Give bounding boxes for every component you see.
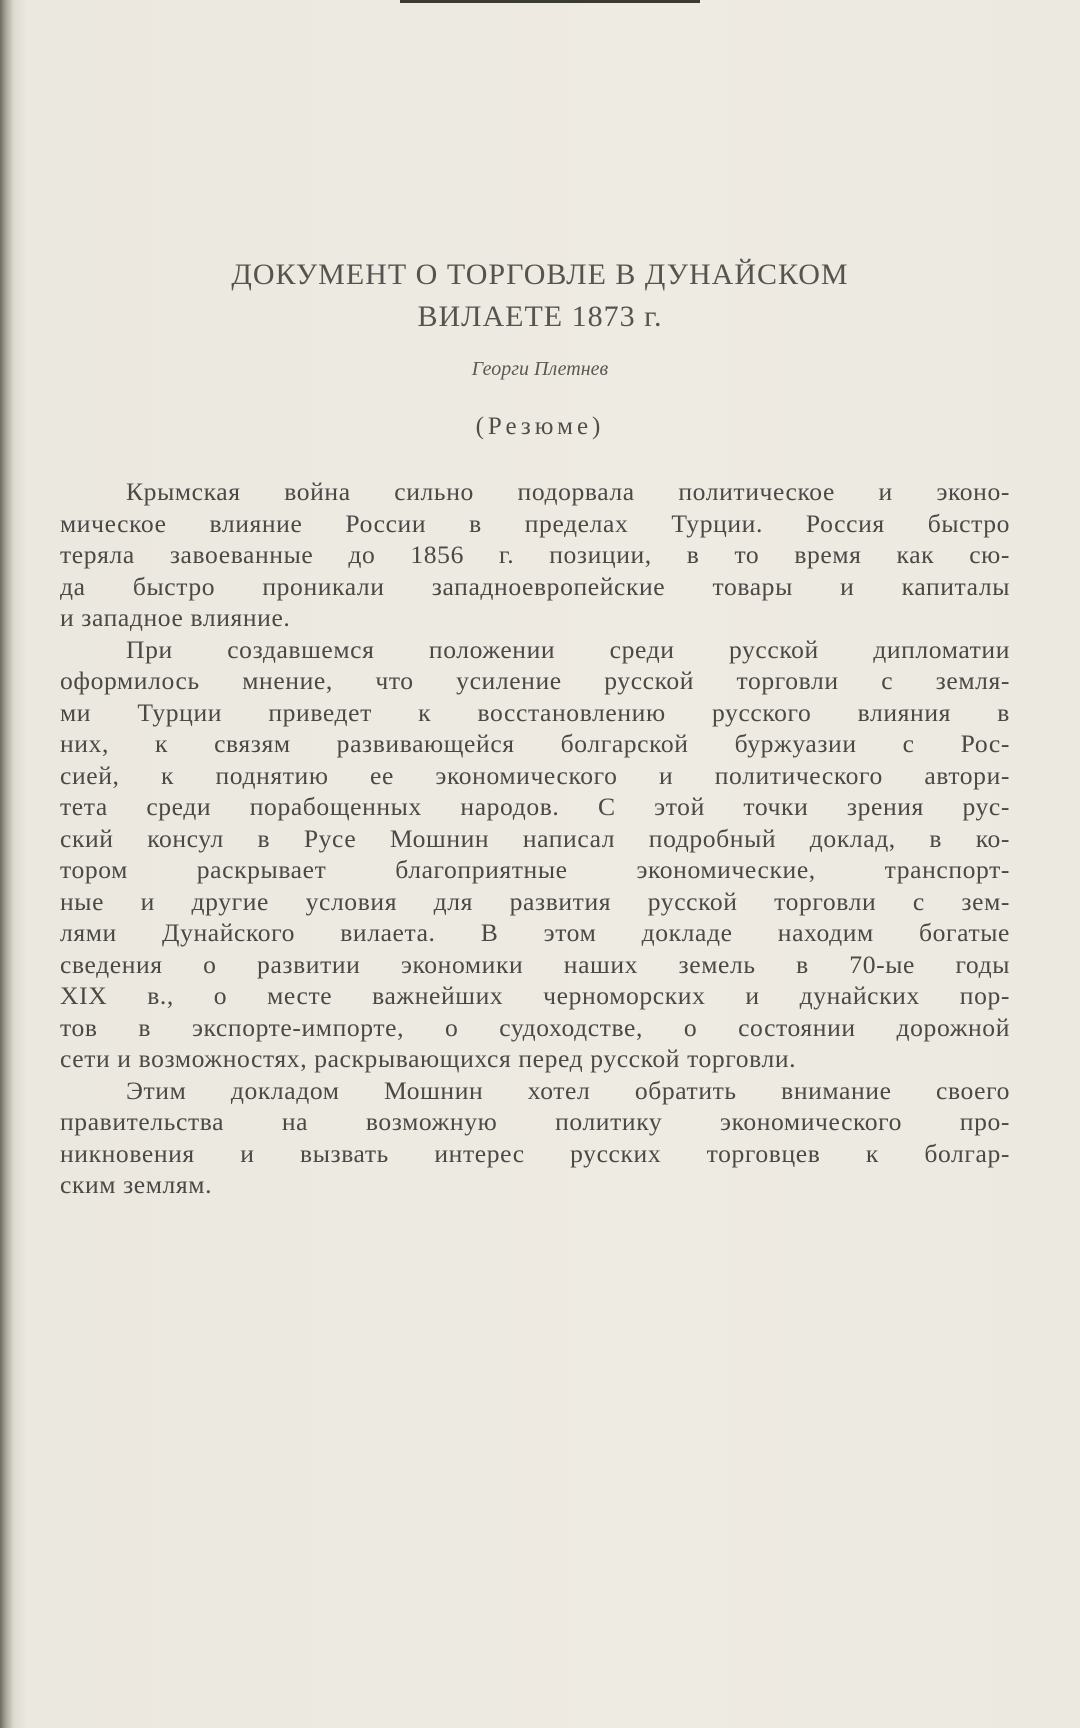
text-line: сведения о развитии экономики наших земель в 70-ые годы [60, 949, 1010, 979]
text-line: них, к связям развивающейся болгарской буржуазии с Рос- [60, 729, 1010, 758]
text-line: XIX в., о месте важнейших черноморских и дунайских пор- [60, 981, 1010, 1010]
author-name: Георги Плетнев [471, 358, 609, 380]
text-line: Крымская война сильно подорвала политическое и эконо- [126, 477, 1010, 506]
text-line: тов в экспорте-импорте, о судоходстве, о состоянии дорожной [60, 1012, 1010, 1042]
text-line: Этим докладом Мошнин хотел обратить внимание своего [126, 1075, 1010, 1105]
section-label: (Резюме) [475, 413, 605, 440]
text-line: теряла завоеванные до 1856 г. позиции, в то время как сю- [60, 540, 1010, 569]
text-line: никновения и вызвать интерес русских торговцев к болгар- [60, 1138, 1010, 1168]
text-line: да быстро проникали западноевропейские товары и капиталы [60, 571, 1010, 601]
text-line: сией, к поднятию ее экономического и политического автори- [60, 760, 1010, 790]
text-line: ским землям. [60, 1170, 213, 1199]
text-line: ский консул в Русе Мошнин написал подробный доклад, в ко- [60, 823, 1010, 853]
text-line: мическое влияние России в пределах Турции. Россия быстро [60, 508, 1010, 538]
text-line: и западное влияние. [60, 603, 291, 632]
text-line: ные и другие условия для развития русской торговли с зем- [60, 886, 1010, 916]
document-title [120, 254, 960, 338]
body-text [60, 476, 1010, 1201]
text-line: лями Дунайского вилаета. В этом докладе находим богатые [60, 918, 1010, 947]
text-line: При создавшемся положении среди русской дипломатии [126, 634, 1010, 664]
text-line: тета среди порабощенных народов. С этой точки зрения рус- [60, 792, 1010, 821]
scan-edge-shadow [400, 0, 700, 3]
text-line: ми Турции приведет к восстановлению русского влияния в [60, 697, 1010, 727]
text-line: оформилось мнение, что усиление русской торговли с земля- [60, 666, 1010, 695]
text-line: правительства на возможную политику экономического про- [60, 1107, 1010, 1136]
text-line: сети и возможностях, раскрывающихся перед русской торговли. [60, 1044, 797, 1073]
text-line: тором раскрывает благоприятные экономические, транспорт- [60, 855, 1010, 884]
title-line: ДОКУМЕНТ О ТОРГОВЛЕ В ДУНАЙСКОМ [231, 258, 849, 291]
title-line: ВИЛАЕТЕ 1873 г. [417, 300, 663, 333]
